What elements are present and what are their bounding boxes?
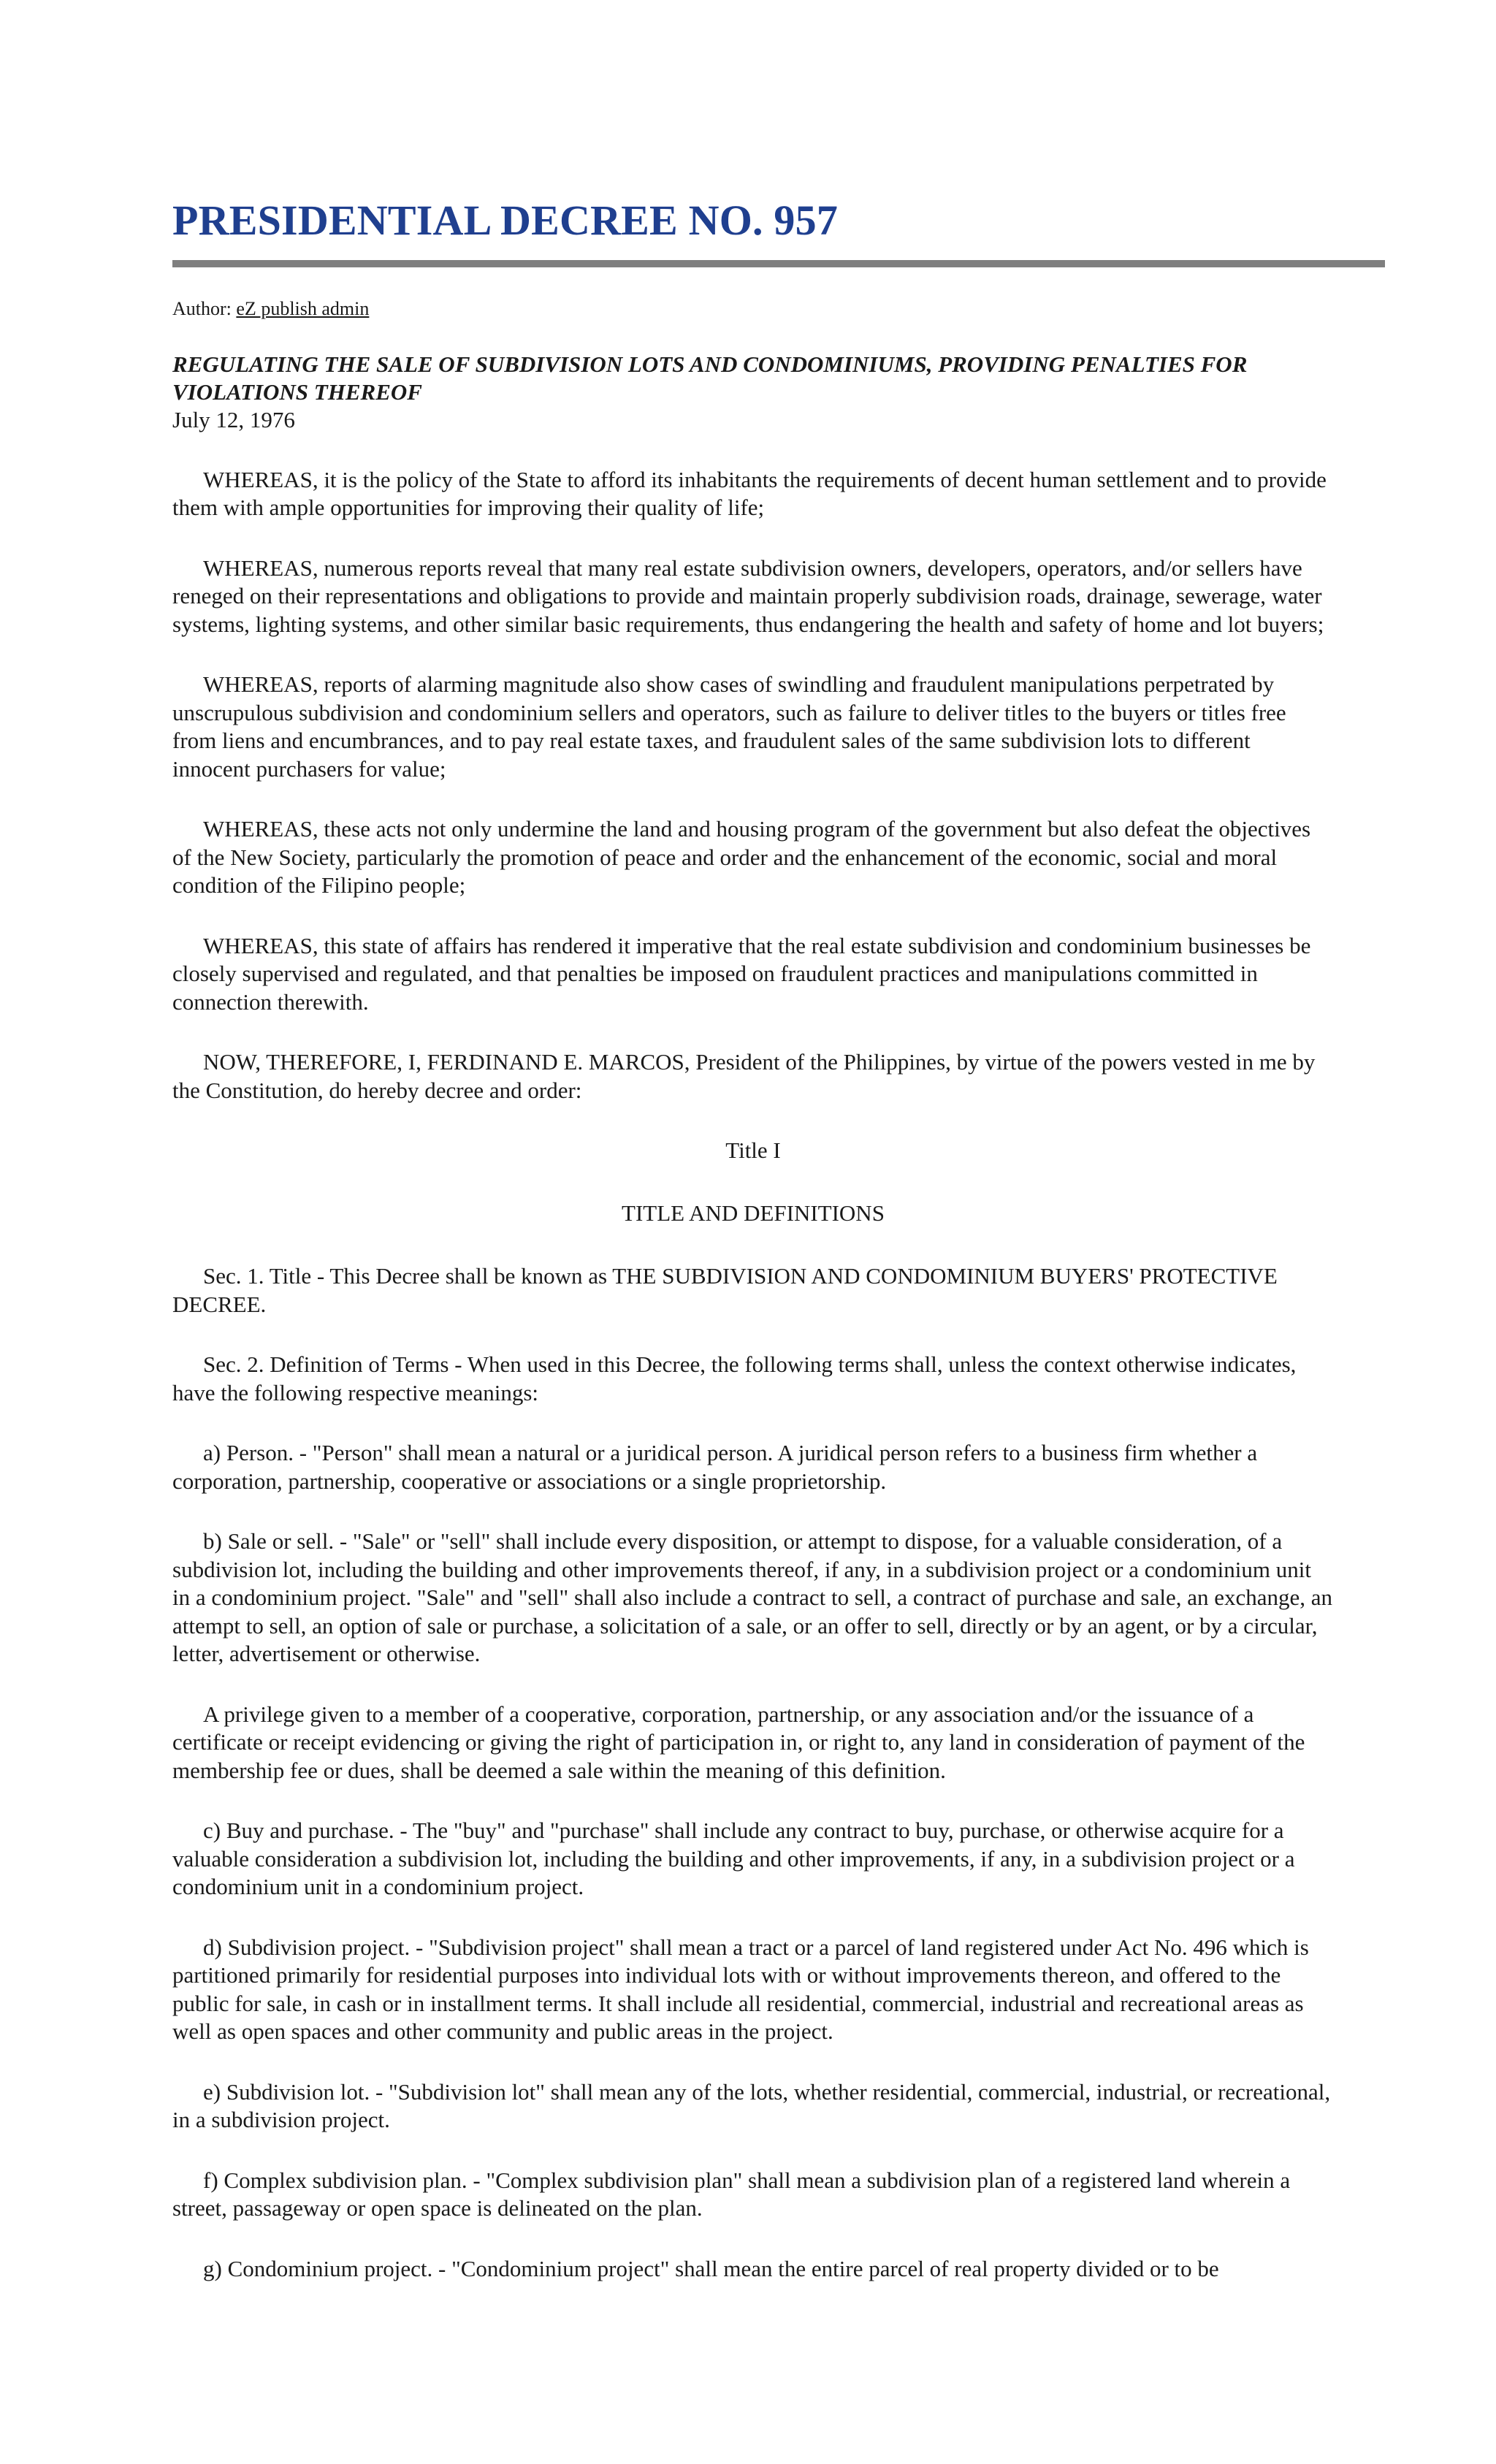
section-paragraph: Sec. 2. Definition of Terms - When used in this Decree, the following terms shall, unless the context otherwise indicates, have the following respective meanings: <box>172 1351 1297 1405</box>
whereas-paragraph: WHEREAS, these acts not only undermine the land and housing program of the government but also defeat the objectives of the New Society, particularly the promotion of peace and order and the enhancement of the economic, social and moral condition of the Filipino people; <box>172 816 1311 899</box>
definition-paragraph: e) Subdivision lot. - "Subdivision lot" shall mean any of the lots, whether residential, commercial, industrial, or recreational, in a subdivision project. <box>172 2078 1331 2133</box>
author-label: Author: <box>172 297 232 319</box>
page-title: PRESIDENTIAL DECREE NO. 957 <box>172 197 839 244</box>
whereas-paragraph: WHEREAS, it is the policy of the State to afford its inhabitants the requirements of decent human settlement and to provide them with ample opportunities for improving their quality of life; <box>172 466 1327 521</box>
author-link[interactable]: eZ publish admin <box>236 297 370 319</box>
title-divider <box>172 260 1385 267</box>
whereas-paragraph: WHEREAS, reports of alarming magnitude also show cases of swindling and fraudulent manipulations perpetrated by unscrupulous subdivision and condominium sellers and operators, such as failure to deliver titles to the buyers or titles free from liens and encumbrances, and to pay real estate taxes, and fraudulent sales of the same subdivision lots to different innocent purchasers for value; <box>172 671 1286 782</box>
whereas-paragraph: WHEREAS, numerous reports reveal that many real estate subdivision owners, developers, operators, and/or sellers have reneged on their representations and obligations to provide and maintain properly subdivision roads, drainage, sewerage, water systems, lighting systems, and other similar basic requirements, thus endangering the health and safety of home and lot buyers; <box>172 554 1324 637</box>
definition-paragraph: a) Person. - "Person" shall mean a natural or a juridical person. A juridical person refers to a business firm whether a corporation, partnership, cooperative or associations or a single proprietorship. <box>172 1440 1258 1494</box>
definition-paragraph: f) Complex subdivision plan. - "Complex subdivision plan" shall mean a subdivision plan of a registered land wherein a street, passageway or open space is delineated on the plan. <box>172 2167 1291 2221</box>
decree-order-paragraph: NOW, THEREFORE, I, FERDINAND E. MARCOS, President of the Philippines, by virtue of the powers vested in me by the Constitution, do hereby decree and order: <box>172 1049 1316 1103</box>
decree-subtitle: REGULATING THE SALE OF SUBDIVISION LOTS AND CONDOMINIUMS, PROVIDING PENALTIES FOR VIOLATIONS THEREOF <box>172 351 1248 405</box>
definition-paragraph: g) Condominium project. - "Condominium project" shall mean the entire parcel of real property divided or to be <box>203 2255 1219 2281</box>
definition-paragraph: d) Subdivision project. - "Subdivision project" shall mean a tract or a parcel of land registered under Act No. 496 which is partitioned primarily for residential purposes into individual lots with or without improvements thereon, and offered to the public for sale, in cash or in installment terms. It shall include all residential, commercial, industrial and recreational areas as well as open spaces and other community and public areas in the project. <box>172 1934 1309 2045</box>
definition-paragraph: b) Sale or sell. - "Sale" or "sell" shall include every disposition, or attempt to dispose, for a valuable consideration, of a subdivision lot, including the building and other improvements thereof, if any, in a subdivision project or a condominium unit in a condominium project. "Sale" and "sell" shall also include a contract to sell, a contract of purchase and sale, an exchange, an attempt to sell, an option of sale or purchase, a solicitation of a sale, or an offer to sell, directly or by an agent, or by a circular, letter, advertisement or otherwise. <box>172 1528 1333 1667</box>
title-heading: Title I <box>725 1137 781 1164</box>
section-paragraph: Sec. 1. Title - This Decree shall be known as THE SUBDIVISION AND CONDOMINIUM BUYERS' PROTECTIVE DECREE. <box>172 1263 1278 1317</box>
decree-date: July 12, 1976 <box>172 406 295 432</box>
definition-paragraph: A privilege given to a member of a cooperative, corporation, partnership, or any association and/or the issuance of a certificate or receipt evidencing or giving the right of participation in, or right to, any land in consideration of payment of the membership fee or dues, shall be deemed a sale within the meaning of this definition. <box>172 1701 1305 1783</box>
document-page <box>172 197 1385 2315</box>
definition-paragraph: c) Buy and purchase. - The "buy" and "purchase" shall include any contract to buy, purchase, or otherwise acquire for a valuable consideration a subdivision lot, including the building and other improvements, if any, in a subdivision project or a condominium unit in a condominium project. <box>172 1818 1295 1900</box>
author-line <box>172 297 1385 321</box>
whereas-paragraph: WHEREAS, this state of affairs has rendered it imperative that the real estate subdivision and condominium businesses be closely supervised and regulated, and that penalties be imposed on fraudulent practices and manipulations committed in connection therewith. <box>172 932 1311 1015</box>
definitions-heading: TITLE AND DEFINITIONS <box>622 1200 885 1227</box>
